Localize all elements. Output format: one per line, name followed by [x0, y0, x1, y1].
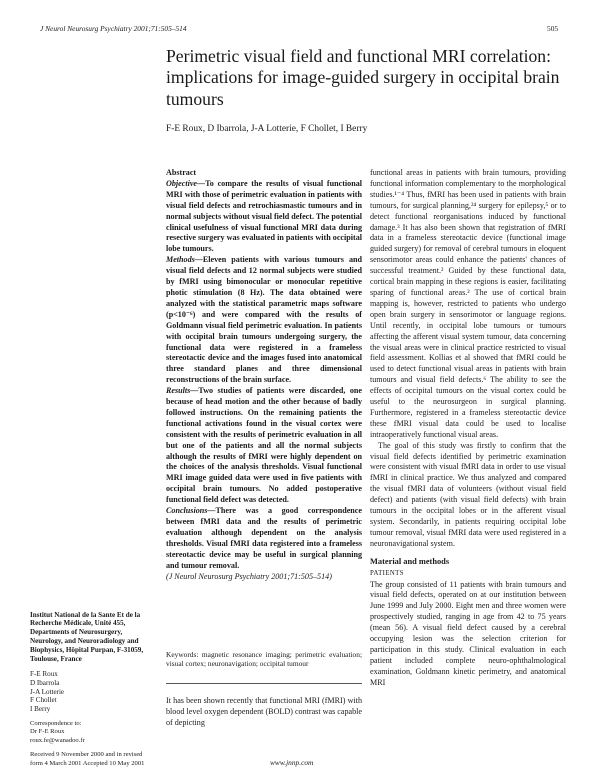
affiliation-institution: Institut National de la Sante Et de la Recherche Médicale, Unité 455, Departments of Neurosurgery, Neurology, and Neuroradiology and Biophysics, Hôpital Purpan, F-31059, Toulouse, France	[30, 610, 144, 664]
body-paragraph: functional areas in patients with brain tumours, providing functional information complementary to the morphological studies.¹⁻⁴ Thus, fMRI has been used in patients with brain tumours, for surgical planning,²⁴ surgery for epilepsy,⁵ or to detect functional reorganisations induced by functional damage.³ It has also been shown that registration of fMRI data in a frameless stereotactic device (functional image guided surgery) for removal of cerebral tumours in eloquent sensorimotor areas could enhance the patients' chances of successful treatment.² Guided by these functional data, cortical brain mapping in these regions is easier, facilitating sparing of functional areas.² The use of cortical brain mapping is, however, restricted to patients who undergo open brain surgery in sensorimotor or language regions. Until recently, in occipital lobe tumours or tumours affecting the afferent visual system tumour, data concerning the visual areas were in clinical practice restricted to visual field assessment. Kollias et al showed that fMRI could be used to detect functional visual areas in patients with brain tumours and visual field defects.⁶ The ability to see the effects of occipital tumours on the visual cortex could be useful to the neurosurgeon in surgical planning. Furthermore, registered in a frameless stereotactic device these fMRI visual data could be used to localise intraoperatively functional visual areas.	[370, 168, 566, 439]
abstract-results	[166, 386, 362, 506]
intro-paragraph-start: It has been shown recently that functional MRI (fMRI) with blood level oxygen dependent (BOLD) contrast was capable of depicting	[166, 696, 362, 727]
correspondence-name: Dr F-E Roux	[30, 728, 65, 736]
objective-text: To compare the results of visual functional MRI with those of perimetric evaluation in patients with visual field defects and retrochiasmastic tumours and in normal subjects without visual field defect. The potential clinical usefulness of visual functional MRI data during resective surgery was evaluated in patients with occipital lobe tumours.	[166, 178, 362, 254]
methods-text: Eleven patients with various tumours and visual field defects and 12 normal subjects were studied by fMRI using bimonocular or monocular repetitive photic stimulation (8 Hz). The data obtained were analyzed with the statistical parametric maps software (p<10⁻⁶) and were compared with the results of Goldmann visual field perimetric evaluation. In patients with occipital brain tumours undergoing surgery, the functional data were registered in a frameless stereotactic device and the images fused into anatomical three standard planes and three dimensional reconstructions of the brain surface.	[166, 255, 362, 385]
objective-label: Objective—	[166, 178, 206, 188]
correspondence-email[interactable]: roux.fe@wanadoo.fr	[30, 736, 85, 744]
correspondence-label: Correspondence to:	[30, 719, 82, 727]
abstract-objective	[166, 179, 362, 255]
abstract	[166, 168, 362, 582]
divider	[166, 683, 362, 684]
subsection-heading: PATIENTS	[370, 569, 404, 577]
section-heading: Material and methods	[370, 556, 450, 566]
affiliation-name: F-E Roux	[30, 669, 58, 678]
body-paragraph: The goal of this study was firstly to confirm that the visual field defects identified by perimetric examination were consistent with visual fMRI data in order to use visual fMRI in clinical practice. We thus analyzed and compared the visual fMRI data of volunteers (without visual field defect) and patients (with visual field defects) with brain tumours in the occipital lobes or in the afferent visual system. Secondarily, in patients requiring occipital lobe tumour removal, visual fMRI data were used registered in a neuronavigational system.	[370, 440, 566, 548]
article-title: Perimetric visual field and functional MRI correlation: implications for image-guided surgery in occipital brain tumours	[166, 46, 560, 109]
correspondence	[30, 720, 152, 745]
page-number: 505	[547, 24, 559, 33]
abstract-conclusions	[166, 506, 362, 571]
methods-label: Methods—	[166, 255, 203, 265]
footer-url[interactable]: www.jnnp.com	[270, 758, 314, 767]
received-dates: Received 9 November 2000 and in revised form 4 March 2001 Accepted 10 May 2001	[30, 751, 145, 767]
conclusions-label: Conclusions—	[166, 506, 216, 516]
affiliation-name: D Ibarrola	[30, 678, 60, 687]
affiliation-name: I Berry	[30, 705, 51, 714]
conclusions-text: There was a good correspondence between fMRI data and the results of perimetric evaluation although dependent on the analysis thresholds. Visual fMRI data registered into a frameless stereotactic device may be useful in surgical planning and tumour removal.	[166, 506, 362, 570]
body-paragraph: The group consisted of 11 patients with brain tumours and visual field defects, operated on at our institution between June 1999 and July 2000. Eight men and three women were prospectively studied, ranging in age from 42 to 75 years (mean 56). A visual field defect caused by a cerebral occupying lesion was the selection criterion for participation in this study. Clinical evaluation in each patient included complete neuro-ophthalmological examination, Goldmann kinetic perimetry, and anatomical MRI	[370, 579, 566, 687]
running-head: J Neurol Neurosurg Psychiatry 2001;71:505–514	[40, 24, 187, 33]
results-text: Two studies of patients were discarded, one because of head motion and the other because of badly followed instructions. On the remaining patients the functional activations found in the visual cortex were consistent with the results of perimetric evaluation in all but one of the patients and all the normal subjects although the results of fMRI were highly dependent on the choices of the analysis thresholds. Visual functional MRI image guided data were used in five patients with occipital brain tumours. No added postoperative functional field defect was detected.	[166, 386, 362, 505]
affiliation-names	[30, 670, 152, 714]
affiliation-name: J-A Lotterie	[30, 687, 65, 696]
results-label: Results—	[166, 386, 199, 396]
abstract-citation: (J Neurol Neurosurg Psychiatry 2001;71:505–514)	[166, 571, 332, 581]
author-list: F-E Roux, D Ibarrola, J-A Lotterie, F Chollet, I Berry	[166, 124, 368, 134]
keywords: Keywords: magnetic resonance imaging; perimetric evaluation; visual cortex; neuronavigation; occipital tumour	[166, 650, 362, 669]
abstract-heading: Abstract	[166, 168, 197, 177]
body-text-column	[370, 168, 566, 689]
abstract-methods	[166, 255, 362, 386]
affiliation-name: F Chollet	[30, 696, 57, 705]
